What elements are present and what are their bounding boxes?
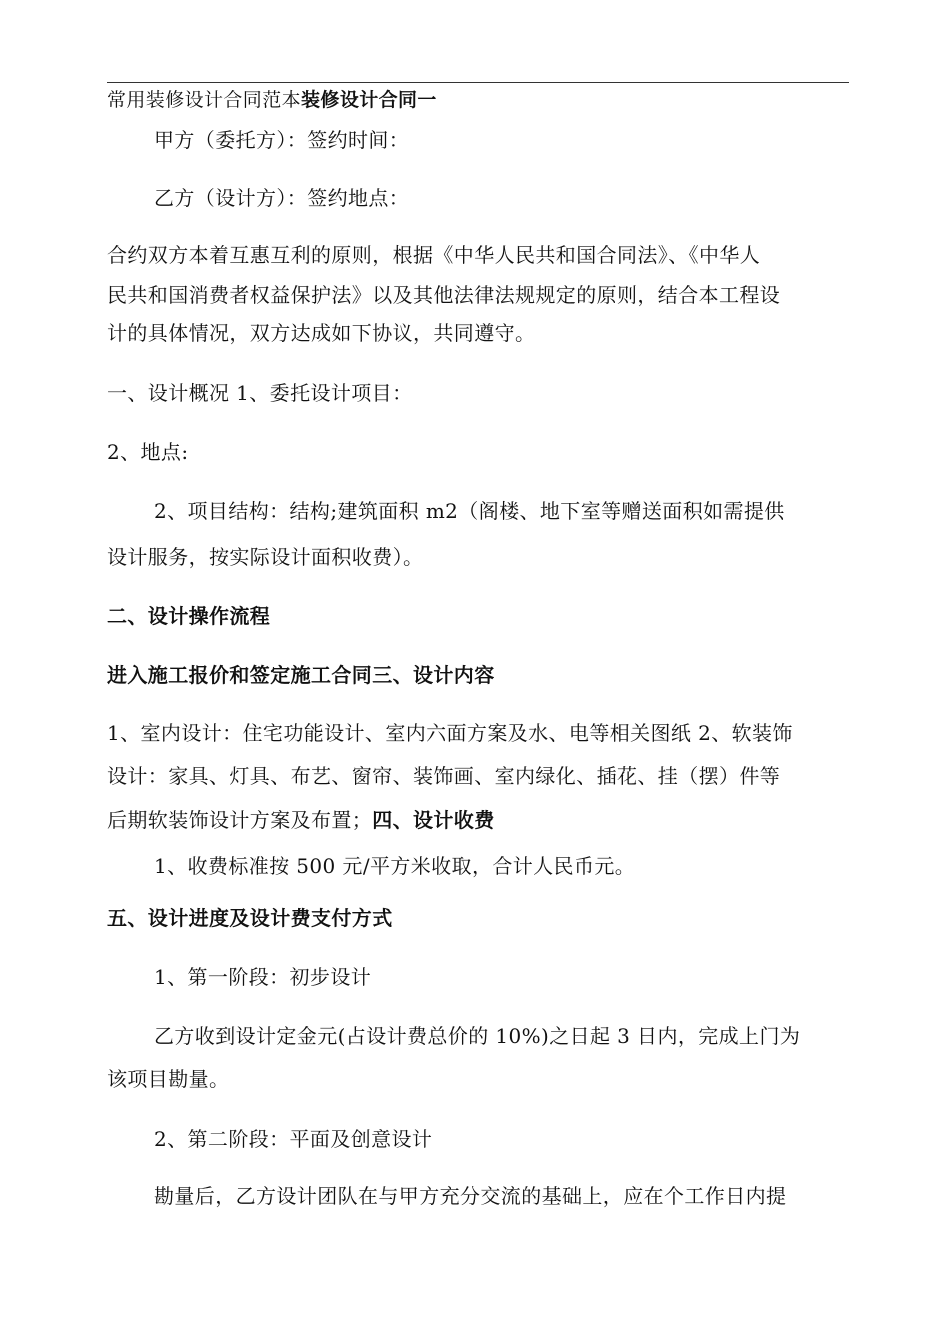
design-content-tail: 后期软装饰设计方案及布置； [107, 808, 373, 832]
stage-1-text-line-1: 乙方收到设计定金元(占设计费总价的 10%)之日起 3 日内，完成上门为 [154, 1024, 801, 1048]
stage-1-title: 1、第一阶段：初步设计 [154, 965, 372, 989]
stage-2-text-line-1: 勘量后，乙方设计团队在与甲方充分交流的基础上，应在个工作日内提 [154, 1184, 787, 1208]
fee-line: 1、收费标准按 500 元/平方米收取，合计人民币元。 [154, 854, 636, 878]
section-1-heading: 一、设计概况 1、委托设计项目： [107, 381, 413, 405]
stage-2-title: 2、第二阶段：平面及创意设计 [154, 1127, 433, 1151]
preamble-line-1: 合约双方本着互惠互利的原则，根据《中华人民共和国合同法》、《中华人 [107, 243, 761, 267]
title-prefix: 常用装修设计合同范本 [107, 89, 302, 111]
header-rule [107, 82, 849, 83]
section-4-heading: 四、设计收费 [372, 808, 495, 832]
party-a-line: 甲方（委托方）：签约时间： [154, 128, 410, 152]
design-content-line-2: 设计：家具、灯具、布艺、窗帘、装饰画、室内绿化、插花、挂（摆）件等 [107, 764, 781, 788]
section-2-heading: 二、设计操作流程 [107, 604, 271, 628]
document-title [107, 87, 437, 113]
preamble-line-2: 民共和国消费者权益保护法》以及其他法律法规规定的原则，结合本工程设 [107, 283, 781, 307]
structure-line-1: 2、项目结构：结构;建筑面积 m2（阁楼、地下室等赠送面积如需提供 [154, 499, 785, 523]
preamble-line-3: 计的具体情况，双方达成如下协议，共同遵守。 [107, 321, 536, 345]
design-content-line-3 [107, 807, 495, 833]
location-line: 2、地点: [107, 440, 189, 464]
title-main: 装修设计合同一 [301, 89, 437, 111]
party-b-line: 乙方（设计方）：签约地点： [154, 186, 410, 210]
section-3-heading: 进入施工报价和签定施工合同三、设计内容 [107, 663, 495, 687]
section-5-heading: 五、设计进度及设计费支付方式 [107, 906, 393, 930]
structure-line-2: 设计服务，按实际设计面积收费）。 [107, 545, 424, 569]
stage-1-text-line-2: 该项目勘量。 [107, 1067, 230, 1091]
design-content-line-1: 1、室内设计：住宅功能设计、室内六面方案及水、电等相关图纸 2、软装饰 [107, 721, 793, 745]
